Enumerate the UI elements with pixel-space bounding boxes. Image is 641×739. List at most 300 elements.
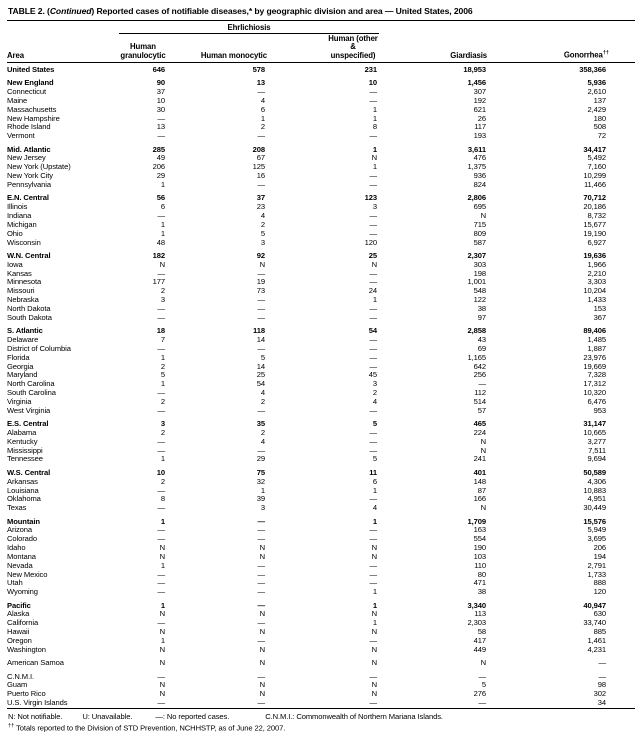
area-cell: North Carolina bbox=[7, 380, 55, 389]
table-row bbox=[7, 371, 635, 380]
gonorrhea-cell: 180 bbox=[593, 114, 607, 123]
monocytic-cell: 54 bbox=[256, 380, 265, 389]
other-unspecified-cell: 45 bbox=[368, 371, 378, 380]
monocytic-cell: 13 bbox=[256, 79, 265, 88]
gonorrhea-cell: 1,433 bbox=[587, 296, 607, 305]
monocytic-cell: — bbox=[257, 344, 265, 353]
table-row bbox=[7, 261, 635, 270]
granulocytic-cell: — bbox=[157, 114, 165, 123]
area-cell: Virginia bbox=[7, 397, 32, 406]
monocytic-cell: 14 bbox=[256, 336, 265, 345]
granulocytic-cell: 1 bbox=[160, 561, 165, 570]
table-row bbox=[7, 327, 635, 336]
giardiasis-cell: 476 bbox=[473, 154, 487, 163]
table-row bbox=[7, 296, 635, 305]
table-row bbox=[7, 345, 635, 354]
other-unspecified-cell: 1 bbox=[372, 588, 378, 597]
other-unspecified-cell: 5 bbox=[372, 455, 378, 464]
area-cell: New York (Upstate) bbox=[7, 163, 71, 172]
gonorrhea-cell: 19,669 bbox=[583, 362, 607, 371]
granulocytic-cell: 10 bbox=[156, 468, 165, 477]
granulocytic-cell: — bbox=[157, 579, 165, 588]
other-unspecified-cell: 4 bbox=[372, 397, 378, 406]
gonorrhea-cell: 72 bbox=[597, 132, 607, 141]
granulocytic-cell: 18 bbox=[156, 327, 165, 336]
gonorrhea-cell: 3,695 bbox=[587, 535, 607, 544]
gonorrhea-cell: 1,485 bbox=[587, 336, 607, 345]
other-unspecified-cell: 1 bbox=[372, 517, 378, 526]
gonorrhea-footnote-marker: †† bbox=[602, 50, 610, 56]
area-cell: Mid. Atlantic bbox=[7, 145, 51, 154]
other-unspecified-cell: — bbox=[369, 181, 378, 190]
table-body bbox=[7, 62, 635, 708]
footnotes bbox=[8, 712, 635, 733]
giardiasis-cell: 554 bbox=[473, 535, 487, 544]
gonorrhea-cell: — bbox=[598, 672, 607, 681]
gonorrhea-cell: 153 bbox=[593, 304, 607, 313]
giardiasis-cell: 193 bbox=[473, 132, 487, 141]
monocytic-cell: N bbox=[259, 681, 265, 690]
area-cell: American Samoa bbox=[7, 659, 64, 668]
spanner-spacer bbox=[7, 21, 119, 34]
giardiasis-cell: 192 bbox=[473, 96, 487, 105]
area-cell: West Virginia bbox=[7, 406, 51, 415]
table-row bbox=[7, 398, 635, 407]
col-header-monocytic: Human monocytic bbox=[167, 34, 267, 63]
giardiasis-cell: 148 bbox=[473, 477, 487, 486]
monocytic-cell: 23 bbox=[256, 203, 265, 212]
area-cell: Arkansas bbox=[7, 477, 38, 486]
gonorrhea-cell: 33,740 bbox=[583, 619, 607, 628]
monocytic-cell: — bbox=[257, 517, 265, 526]
giardiasis-cell: 824 bbox=[473, 181, 487, 190]
granulocytic-cell: 1 bbox=[160, 517, 165, 526]
giardiasis-cell: 276 bbox=[473, 690, 487, 699]
giardiasis-cell: — bbox=[478, 699, 487, 708]
granulocytic-cell: N bbox=[159, 690, 165, 699]
table-row bbox=[7, 628, 635, 637]
granulocytic-cell: 285 bbox=[152, 145, 165, 154]
table-row bbox=[7, 132, 635, 141]
table-row bbox=[7, 97, 635, 106]
granulocytic-cell: 182 bbox=[152, 251, 165, 260]
other-unspecified-cell: 1 bbox=[372, 601, 378, 610]
area-cell: Utah bbox=[7, 579, 23, 588]
giardiasis-cell: 38 bbox=[477, 304, 487, 313]
monocytic-cell: N bbox=[259, 260, 265, 269]
table-row bbox=[7, 380, 635, 389]
gonorrhea-cell: 2,791 bbox=[587, 561, 607, 570]
other-unspecified-cell: — bbox=[369, 428, 378, 437]
granulocytic-cell: 6 bbox=[160, 203, 165, 212]
gonorrhea-cell: 7,160 bbox=[587, 163, 607, 172]
table-row bbox=[7, 562, 635, 571]
table-row bbox=[7, 469, 635, 478]
gonorrhea-cell: 10,204 bbox=[583, 287, 607, 296]
granulocytic-cell: — bbox=[157, 313, 165, 322]
giardiasis-cell: 471 bbox=[473, 579, 487, 588]
giardiasis-cell: 26 bbox=[477, 114, 487, 123]
footnote-std-totals: †† Totals reported to the Division of STD Prevention, NCHHSTP, as of June 22, 2007. bbox=[8, 722, 286, 733]
other-unspecified-cell: 8 bbox=[372, 123, 378, 132]
table-row bbox=[7, 610, 635, 619]
area-cell: Idaho bbox=[7, 544, 26, 553]
table-row bbox=[7, 619, 635, 628]
giardiasis-cell: 2,806 bbox=[467, 194, 487, 203]
monocytic-cell: 19 bbox=[256, 278, 265, 287]
other-unspecified-cell: 1 bbox=[372, 486, 378, 495]
area-cell: Pacific bbox=[7, 601, 31, 610]
table-row bbox=[7, 354, 635, 363]
gonorrhea-cell: 15,576 bbox=[583, 517, 607, 526]
monocytic-cell: N bbox=[259, 544, 265, 553]
granulocytic-cell: — bbox=[157, 619, 165, 628]
area-cell: Oregon bbox=[7, 637, 32, 646]
other-unspecified-cell: N bbox=[371, 659, 378, 668]
other-unspecified-cell: — bbox=[369, 344, 378, 353]
giardiasis-cell: 621 bbox=[473, 105, 487, 114]
col-header-granulocytic: Human granulocytic bbox=[119, 34, 167, 63]
giardiasis-cell: 113 bbox=[474, 610, 487, 619]
monocytic-cell: — bbox=[257, 296, 265, 305]
other-unspecified-cell: N bbox=[371, 690, 378, 699]
table-row bbox=[7, 252, 635, 261]
table-row bbox=[7, 681, 635, 690]
giardiasis-cell: 198 bbox=[473, 269, 487, 278]
gonorrhea-cell: 10,883 bbox=[583, 486, 607, 495]
area-cell: Maryland bbox=[7, 371, 38, 380]
area-cell: California bbox=[7, 619, 39, 628]
area-cell: Texas bbox=[7, 504, 27, 513]
granulocytic-cell: 48 bbox=[156, 238, 165, 247]
area-cell: Florida bbox=[7, 353, 30, 362]
other-unspecified-cell: 120 bbox=[364, 238, 378, 247]
area-cell: Kentucky bbox=[7, 437, 38, 446]
area-cell: Nebraska bbox=[7, 296, 39, 305]
monocytic-cell: N bbox=[259, 628, 265, 637]
table-row bbox=[7, 163, 635, 172]
other-unspecified-cell: — bbox=[369, 132, 378, 141]
granulocytic-cell: 1 bbox=[160, 637, 165, 646]
granulocytic-cell: 2 bbox=[160, 287, 165, 296]
other-unspecified-cell: — bbox=[369, 526, 378, 535]
table-row bbox=[7, 203, 635, 212]
other-unspecified-cell: N bbox=[371, 552, 378, 561]
granulocytic-cell: 37 bbox=[156, 88, 165, 97]
gonorrhea-cell: 2,610 bbox=[587, 88, 607, 97]
granulocytic-cell: — bbox=[157, 504, 165, 513]
gonorrhea-cell: 5,936 bbox=[587, 79, 607, 88]
area-cell: Nevada bbox=[7, 561, 33, 570]
giardiasis-cell: N bbox=[480, 212, 487, 221]
area-cell: Alaska bbox=[7, 610, 30, 619]
giardiasis-cell: 2,307 bbox=[467, 251, 487, 260]
other-unspecified-cell: — bbox=[369, 561, 378, 570]
monocytic-cell: 4 bbox=[260, 96, 265, 105]
monocytic-cell: 39 bbox=[256, 495, 265, 504]
monocytic-cell: — bbox=[257, 637, 265, 646]
monocytic-cell: 2 bbox=[260, 397, 265, 406]
gonorrhea-cell: 89,406 bbox=[583, 327, 607, 336]
notifiable-diseases-table bbox=[7, 20, 635, 709]
granulocytic-cell: 2 bbox=[160, 362, 165, 371]
gonorrhea-cell: 6,476 bbox=[587, 397, 607, 406]
table-row bbox=[7, 305, 635, 314]
giardiasis-cell: 2,858 bbox=[467, 327, 487, 336]
giardiasis-cell: 1,456 bbox=[467, 79, 487, 88]
granulocytic-cell: N bbox=[159, 628, 165, 637]
monocytic-cell: 35 bbox=[256, 420, 265, 429]
gonorrhea-cell: 15,677 bbox=[583, 220, 607, 229]
monocytic-cell: 3 bbox=[260, 504, 265, 513]
table-row bbox=[7, 553, 635, 562]
gonorrhea-cell: 31,147 bbox=[583, 420, 607, 429]
table-row bbox=[7, 194, 635, 203]
monocytic-cell: — bbox=[257, 88, 265, 97]
table-row bbox=[7, 447, 635, 456]
monocytic-cell: — bbox=[257, 699, 265, 708]
other-unspecified-cell: 10 bbox=[368, 79, 378, 88]
table-row bbox=[7, 407, 635, 416]
gonorrhea-cell: 5,492 bbox=[587, 154, 607, 163]
monocytic-cell: 75 bbox=[256, 468, 265, 477]
other-unspecified-cell: 1 bbox=[372, 114, 378, 123]
monocytic-cell: N bbox=[259, 645, 265, 654]
other-unspecified-cell: 54 bbox=[368, 327, 378, 336]
giardiasis-cell: 695 bbox=[473, 203, 487, 212]
giardiasis-cell: N bbox=[480, 437, 487, 446]
gonorrhea-cell: 30,449 bbox=[583, 504, 607, 513]
gonorrhea-cell: 367 bbox=[593, 313, 607, 322]
granulocytic-cell: 206 bbox=[152, 163, 165, 172]
granulocytic-cell: 3 bbox=[160, 296, 165, 305]
table-row bbox=[7, 455, 635, 464]
granulocytic-cell: 1 bbox=[160, 455, 165, 464]
granulocytic-cell: 1 bbox=[160, 220, 165, 229]
giardiasis-cell: 117 bbox=[474, 123, 487, 132]
gonorrhea-cell: 888 bbox=[593, 579, 607, 588]
table-row bbox=[7, 181, 635, 190]
monocytic-cell: 29 bbox=[256, 455, 265, 464]
table-row bbox=[7, 571, 635, 580]
col-header-giardiasis: Giardiasis bbox=[379, 34, 488, 63]
granulocytic-cell: 56 bbox=[156, 194, 165, 203]
other-unspecified-cell: — bbox=[369, 229, 378, 238]
gonorrhea-cell: 120 bbox=[593, 588, 607, 597]
granulocytic-cell: — bbox=[157, 132, 165, 141]
table-row bbox=[7, 602, 635, 611]
other-unspecified-cell: 231 bbox=[364, 64, 378, 74]
granulocytic-cell: — bbox=[157, 269, 165, 278]
monocytic-cell: — bbox=[257, 601, 265, 610]
table-row bbox=[7, 673, 635, 682]
area-cell: United States bbox=[7, 64, 55, 74]
gonorrhea-cell: 20,186 bbox=[583, 203, 607, 212]
granulocytic-cell: — bbox=[157, 535, 165, 544]
giardiasis-cell: 122 bbox=[473, 296, 487, 305]
other-unspecified-cell: — bbox=[369, 172, 378, 181]
giardiasis-cell: 465 bbox=[473, 420, 487, 429]
table-row bbox=[7, 487, 635, 496]
granulocytic-cell: 13 bbox=[156, 123, 165, 132]
gonorrhea-cell: 885 bbox=[593, 628, 607, 637]
area-cell: Oklahoma bbox=[7, 495, 41, 504]
area-cell: New England bbox=[7, 79, 54, 88]
granulocytic-cell: 2 bbox=[160, 477, 165, 486]
other-unspecified-cell: N bbox=[371, 154, 378, 163]
giardiasis-cell: 449 bbox=[473, 645, 487, 654]
monocytic-cell: 118 bbox=[253, 327, 265, 336]
giardiasis-cell: 69 bbox=[477, 344, 487, 353]
granulocytic-cell: N bbox=[159, 544, 165, 553]
table-row bbox=[7, 518, 635, 527]
monocytic-cell: 1 bbox=[260, 486, 265, 495]
area-cell: North Dakota bbox=[7, 304, 51, 313]
granulocytic-cell: 8 bbox=[160, 495, 165, 504]
granulocytic-cell: 10 bbox=[156, 96, 165, 105]
other-unspecified-cell: 123 bbox=[364, 194, 378, 203]
table-row bbox=[7, 429, 635, 438]
gonorrhea-cell: 10,665 bbox=[583, 428, 607, 437]
monocytic-cell: — bbox=[257, 570, 265, 579]
other-unspecified-cell: N bbox=[371, 544, 378, 553]
area-cell: Mountain bbox=[7, 517, 40, 526]
granulocytic-cell: N bbox=[159, 645, 165, 654]
giardiasis-cell: N bbox=[480, 659, 487, 668]
monocytic-cell: — bbox=[257, 535, 265, 544]
granulocytic-cell: 30 bbox=[156, 105, 165, 114]
gonorrhea-cell: — bbox=[598, 659, 607, 668]
gonorrhea-cell: 19,190 bbox=[583, 229, 607, 238]
granulocytic-cell: — bbox=[157, 446, 165, 455]
monocytic-cell: — bbox=[257, 269, 265, 278]
table-row bbox=[7, 239, 635, 248]
area-cell: Louisiana bbox=[7, 486, 39, 495]
table-row bbox=[7, 115, 635, 124]
other-unspecified-cell: 1 bbox=[372, 296, 378, 305]
monocytic-cell: 5 bbox=[260, 229, 265, 238]
area-cell: Minnesota bbox=[7, 278, 42, 287]
area-cell: Arizona bbox=[7, 526, 33, 535]
spanner-spacer bbox=[379, 21, 488, 34]
table-row bbox=[7, 154, 635, 163]
area-cell: South Dakota bbox=[7, 313, 52, 322]
granulocytic-cell: — bbox=[157, 672, 165, 681]
monocytic-cell: — bbox=[257, 579, 265, 588]
other-unspecified-cell: 1 bbox=[372, 105, 378, 114]
table-row bbox=[7, 526, 635, 535]
area-cell: Mississippi bbox=[7, 446, 43, 455]
gonorrhea-cell: 34 bbox=[597, 699, 607, 708]
granulocytic-cell: 49 bbox=[156, 154, 165, 163]
table-row bbox=[7, 221, 635, 230]
granulocytic-cell: — bbox=[157, 699, 165, 708]
area-cell: Vermont bbox=[7, 132, 35, 141]
area-cell: Michigan bbox=[7, 220, 37, 229]
other-unspecified-cell: 11 bbox=[369, 468, 378, 477]
area-cell: Massachusetts bbox=[7, 105, 57, 114]
monocytic-cell: 3 bbox=[260, 238, 265, 247]
gonorrhea-cell: 8,732 bbox=[587, 212, 607, 221]
area-cell: Ohio bbox=[7, 229, 23, 238]
monocytic-cell: 2 bbox=[260, 220, 265, 229]
giardiasis-cell: 2,303 bbox=[467, 619, 487, 628]
other-unspecified-cell: — bbox=[369, 278, 378, 287]
table-row bbox=[7, 106, 635, 115]
area-cell: Kansas bbox=[7, 269, 32, 278]
gonorrhea-cell: 2,210 bbox=[587, 269, 607, 278]
table-row bbox=[7, 588, 635, 597]
table-row bbox=[7, 420, 635, 429]
other-unspecified-cell: 5 bbox=[372, 420, 378, 429]
monocytic-cell: N bbox=[259, 552, 265, 561]
monocytic-cell: — bbox=[257, 561, 265, 570]
giardiasis-cell: 1,375 bbox=[467, 163, 487, 172]
area-cell: Montana bbox=[7, 552, 36, 561]
table-row bbox=[7, 646, 635, 655]
table-row bbox=[7, 535, 635, 544]
giardiasis-cell: 3,611 bbox=[467, 145, 487, 154]
monocytic-cell: N bbox=[259, 690, 265, 699]
area-cell: Alabama bbox=[7, 428, 37, 437]
gonorrhea-cell: 1,887 bbox=[587, 344, 607, 353]
monocytic-cell: 6 bbox=[260, 105, 265, 114]
table-row bbox=[7, 172, 635, 181]
giardiasis-cell: 58 bbox=[477, 628, 487, 637]
gonorrhea-cell: 23,976 bbox=[583, 353, 607, 362]
other-unspecified-cell: — bbox=[369, 220, 378, 229]
giardiasis-cell: 80 bbox=[477, 570, 487, 579]
giardiasis-cell: 166 bbox=[473, 495, 487, 504]
other-unspecified-cell: 1 bbox=[372, 163, 378, 172]
gonorrhea-cell: 4,951 bbox=[587, 495, 607, 504]
giardiasis-cell: 190 bbox=[473, 544, 487, 553]
area-cell: Wisconsin bbox=[7, 238, 41, 247]
monocytic-cell: 1 bbox=[260, 114, 265, 123]
gonorrhea-cell: 953 bbox=[593, 406, 607, 415]
gonorrhea-cell: 3,277 bbox=[587, 437, 607, 446]
other-unspecified-cell: 4 bbox=[372, 504, 378, 513]
giardiasis-cell: 307 bbox=[473, 88, 487, 97]
col-header-area: Area bbox=[7, 34, 119, 63]
gonorrhea-cell: 6,927 bbox=[587, 238, 607, 247]
table-row bbox=[7, 363, 635, 372]
monocytic-cell: 4 bbox=[260, 212, 265, 221]
monocytic-cell: — bbox=[257, 313, 265, 322]
granulocytic-cell: 3 bbox=[160, 420, 165, 429]
other-unspecified-cell: 6 bbox=[372, 477, 378, 486]
giardiasis-cell: 936 bbox=[473, 172, 487, 181]
gonorrhea-cell: 137 bbox=[593, 96, 607, 105]
gonorrhea-cell: 7,511 bbox=[588, 446, 607, 455]
area-cell: S. Atlantic bbox=[7, 327, 43, 336]
other-unspecified-cell: 2 bbox=[372, 389, 378, 398]
table-row bbox=[7, 659, 635, 668]
giardiasis-cell: — bbox=[478, 672, 487, 681]
gonorrhea-cell: 19,636 bbox=[583, 251, 607, 260]
gonorrhea-cell: 98 bbox=[597, 681, 607, 690]
area-cell: E.N. Central bbox=[7, 194, 49, 203]
monocytic-cell: 5 bbox=[260, 353, 265, 362]
footnote-abbreviations bbox=[8, 712, 635, 721]
giardiasis-cell: 103 bbox=[473, 552, 487, 561]
title-prefix: TABLE 2. ( bbox=[8, 6, 50, 16]
dagger-marker: †† bbox=[8, 722, 15, 729]
giardiasis-cell: 401 bbox=[473, 468, 487, 477]
giardiasis-cell: 715 bbox=[473, 220, 487, 229]
monocytic-cell: 2 bbox=[260, 428, 265, 437]
giardiasis-cell: 1,001 bbox=[467, 278, 487, 287]
